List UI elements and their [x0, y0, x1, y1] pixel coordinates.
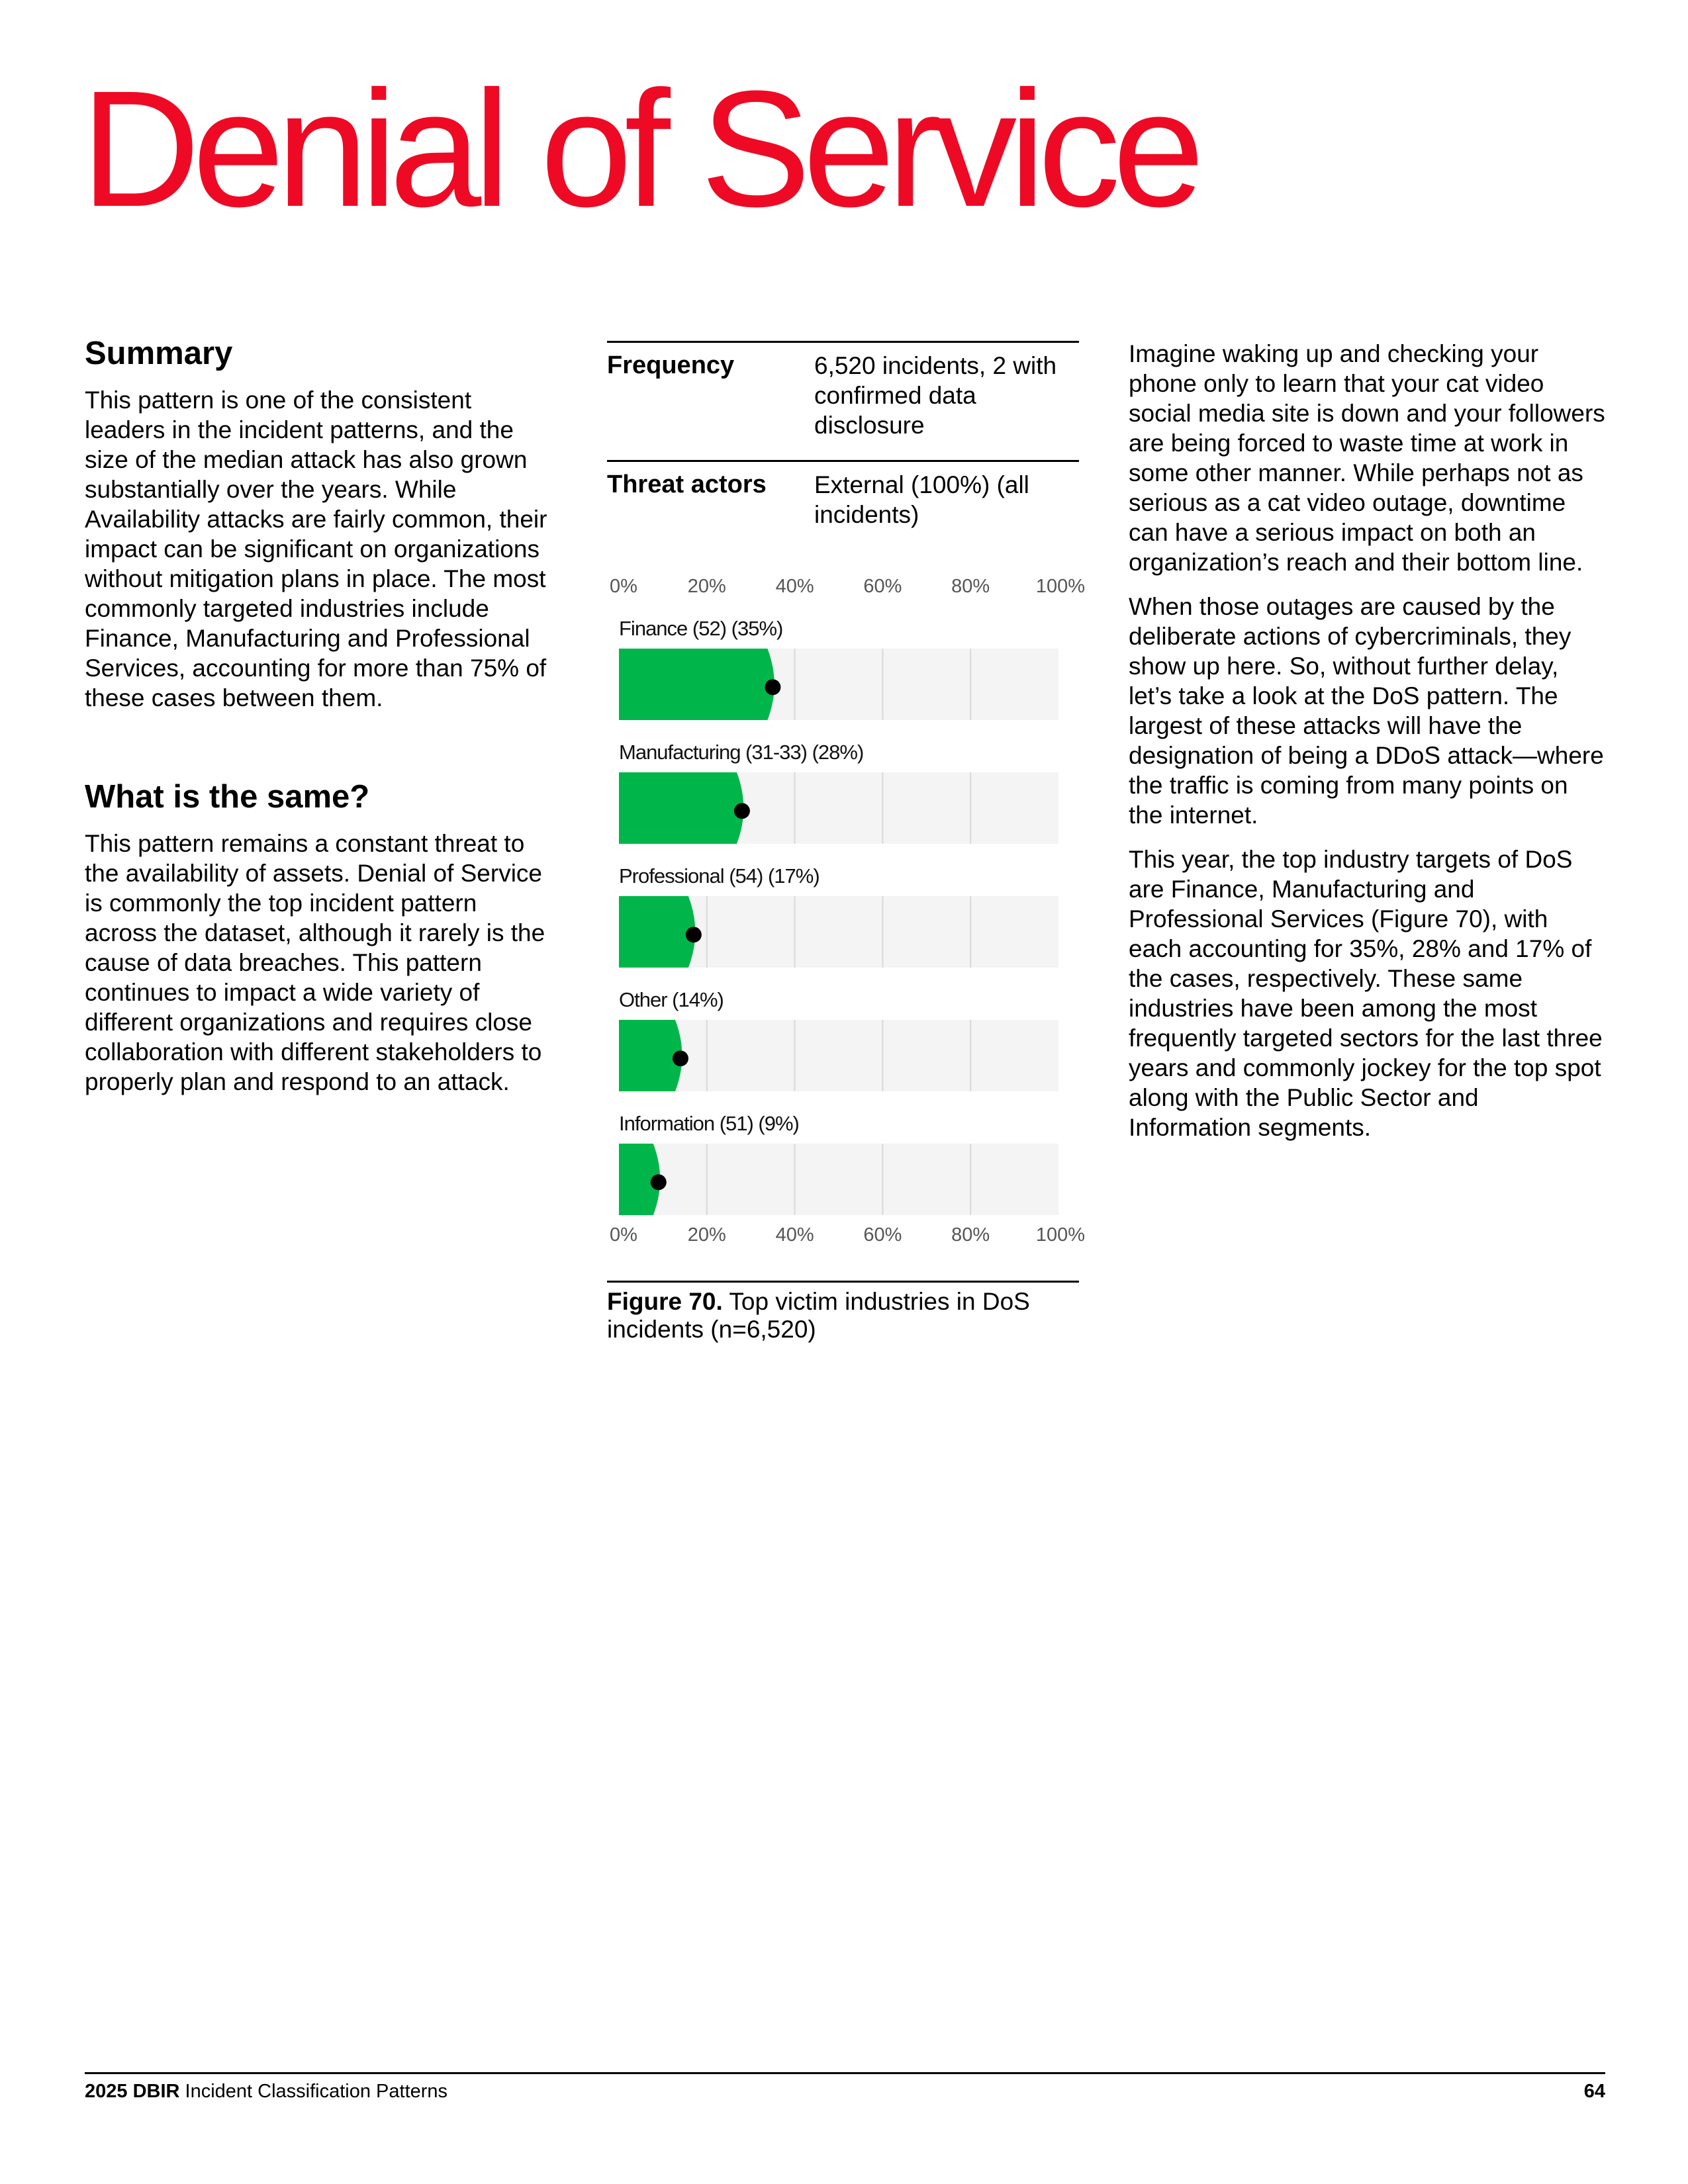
- frequency-value: 6,520 incidents, 2 with confirmed data disclosure: [814, 352, 1057, 439]
- bar-label: Information (51) (9%): [619, 1112, 799, 1135]
- x-tick-label-bottom: 40%: [775, 1224, 814, 1246]
- industry-chart: [594, 569, 1097, 1257]
- x-tick-label-bottom: 100%: [1035, 1224, 1085, 1246]
- page-footer: [85, 2072, 1605, 2103]
- same-text: This pattern remains a constant threat to the availability of assets. Denial of Service is commonly the top incident pattern across the dataset, although it rarely is the cause of data breaches. This pattern continues to impact a wide variety of different organizations and requires close collaboration with different stakeholders to properly plan and respond to an attack.: [85, 829, 545, 1095]
- intro-paragraph: Imagine waking up and checking your phone only to learn that your cat video social media site is down and your followers are being forced to waste time at work in some other manner. While perhaps not as serious as a cat video outage, downtime can have a serious impact on both an organization’s reach and their bottom line.: [1129, 340, 1605, 576]
- ddos-paragraph: When those outages are caused by the deliberate actions of cybercriminals, they show up here. So, without further delay, let’s take a look at the DoS pattern. The largest of these attacks will have the designation of being a DDoS attack—where the traffic is coming from many points on the internet.: [1129, 593, 1604, 829]
- x-tick-label-top: 0%: [610, 576, 637, 597]
- facts-box: [607, 341, 1079, 529]
- bar: [619, 1020, 682, 1091]
- frequency-label: Frequency: [607, 351, 735, 379]
- footer-section: Incident Classification Patterns: [179, 2081, 448, 2102]
- figure-caption-text: Top victim industries in DoS incidents (n=6,520): [607, 1288, 1030, 1343]
- x-tick-label-bottom: 80%: [951, 1224, 990, 1246]
- value-dot: [734, 803, 750, 819]
- value-dot: [651, 1174, 667, 1190]
- summary-text: This pattern is one of the consistent leaders in the incident patterns, and the size of the median attack has also grown substantially over the years. While Availability attacks are fairly common, their impact can be significant on organizations without mitigation plans in place. The most commonly targeted industries include Finance, Manufacturing and Professional Services, accounting for more than 75% of these cases between them.: [85, 386, 547, 711]
- x-tick-label-top: 80%: [951, 576, 990, 597]
- same-heading: What is the same?: [85, 778, 370, 815]
- figure-label: Figure 70.: [607, 1288, 723, 1315]
- threat-actors-row: [607, 460, 1079, 529]
- industries-paragraph: This year, the top industry targets of DoS are Finance, Manufacturing and Professional Services (Figure 70), with each accounting for 35%, 28% and 17% of the cases, respectively. These same industries have been among the most frequently targeted sectors for the last three years and commonly jockey for the top spot along with the Public Sector and Information segments.: [1129, 846, 1603, 1141]
- x-tick-label-top: 20%: [687, 576, 726, 597]
- x-tick-label-bottom: 60%: [863, 1224, 902, 1246]
- page-title: Denial of Service: [81, 56, 1197, 241]
- x-tick-label-top: 60%: [863, 576, 902, 597]
- frequency-row: [607, 341, 1079, 440]
- x-tick-label-top: 40%: [775, 576, 814, 597]
- right-column: [1129, 339, 1605, 1157]
- bar-label: Other (14%): [619, 988, 724, 1011]
- footer-report: 2025 DBIR: [85, 2081, 180, 2102]
- footer-label: [85, 2081, 447, 2103]
- summary-heading: Summary: [85, 336, 233, 371]
- value-dot: [673, 1050, 688, 1066]
- bar-label: Finance (52) (35%): [619, 617, 783, 640]
- bar: [619, 896, 695, 968]
- bar-track: [619, 1144, 1058, 1215]
- bar-label: Professional (54) (17%): [619, 864, 820, 887]
- x-tick-label-bottom: 20%: [687, 1224, 726, 1246]
- left-column: [85, 334, 551, 1097]
- page-number: 64: [1583, 2081, 1605, 2102]
- bar: [619, 772, 743, 844]
- value-dot: [765, 679, 780, 695]
- x-tick-label-top: 100%: [1035, 576, 1085, 597]
- threat-actors-value: External (100%) (all incidents): [814, 471, 1029, 528]
- threat-actors-label: Threat actors: [607, 471, 767, 498]
- x-tick-label-bottom: 0%: [610, 1224, 637, 1246]
- bar: [619, 649, 774, 720]
- figure-caption: [607, 1281, 1079, 1343]
- bar-label: Manufacturing (31-33) (28%): [619, 741, 864, 764]
- value-dot: [686, 927, 702, 942]
